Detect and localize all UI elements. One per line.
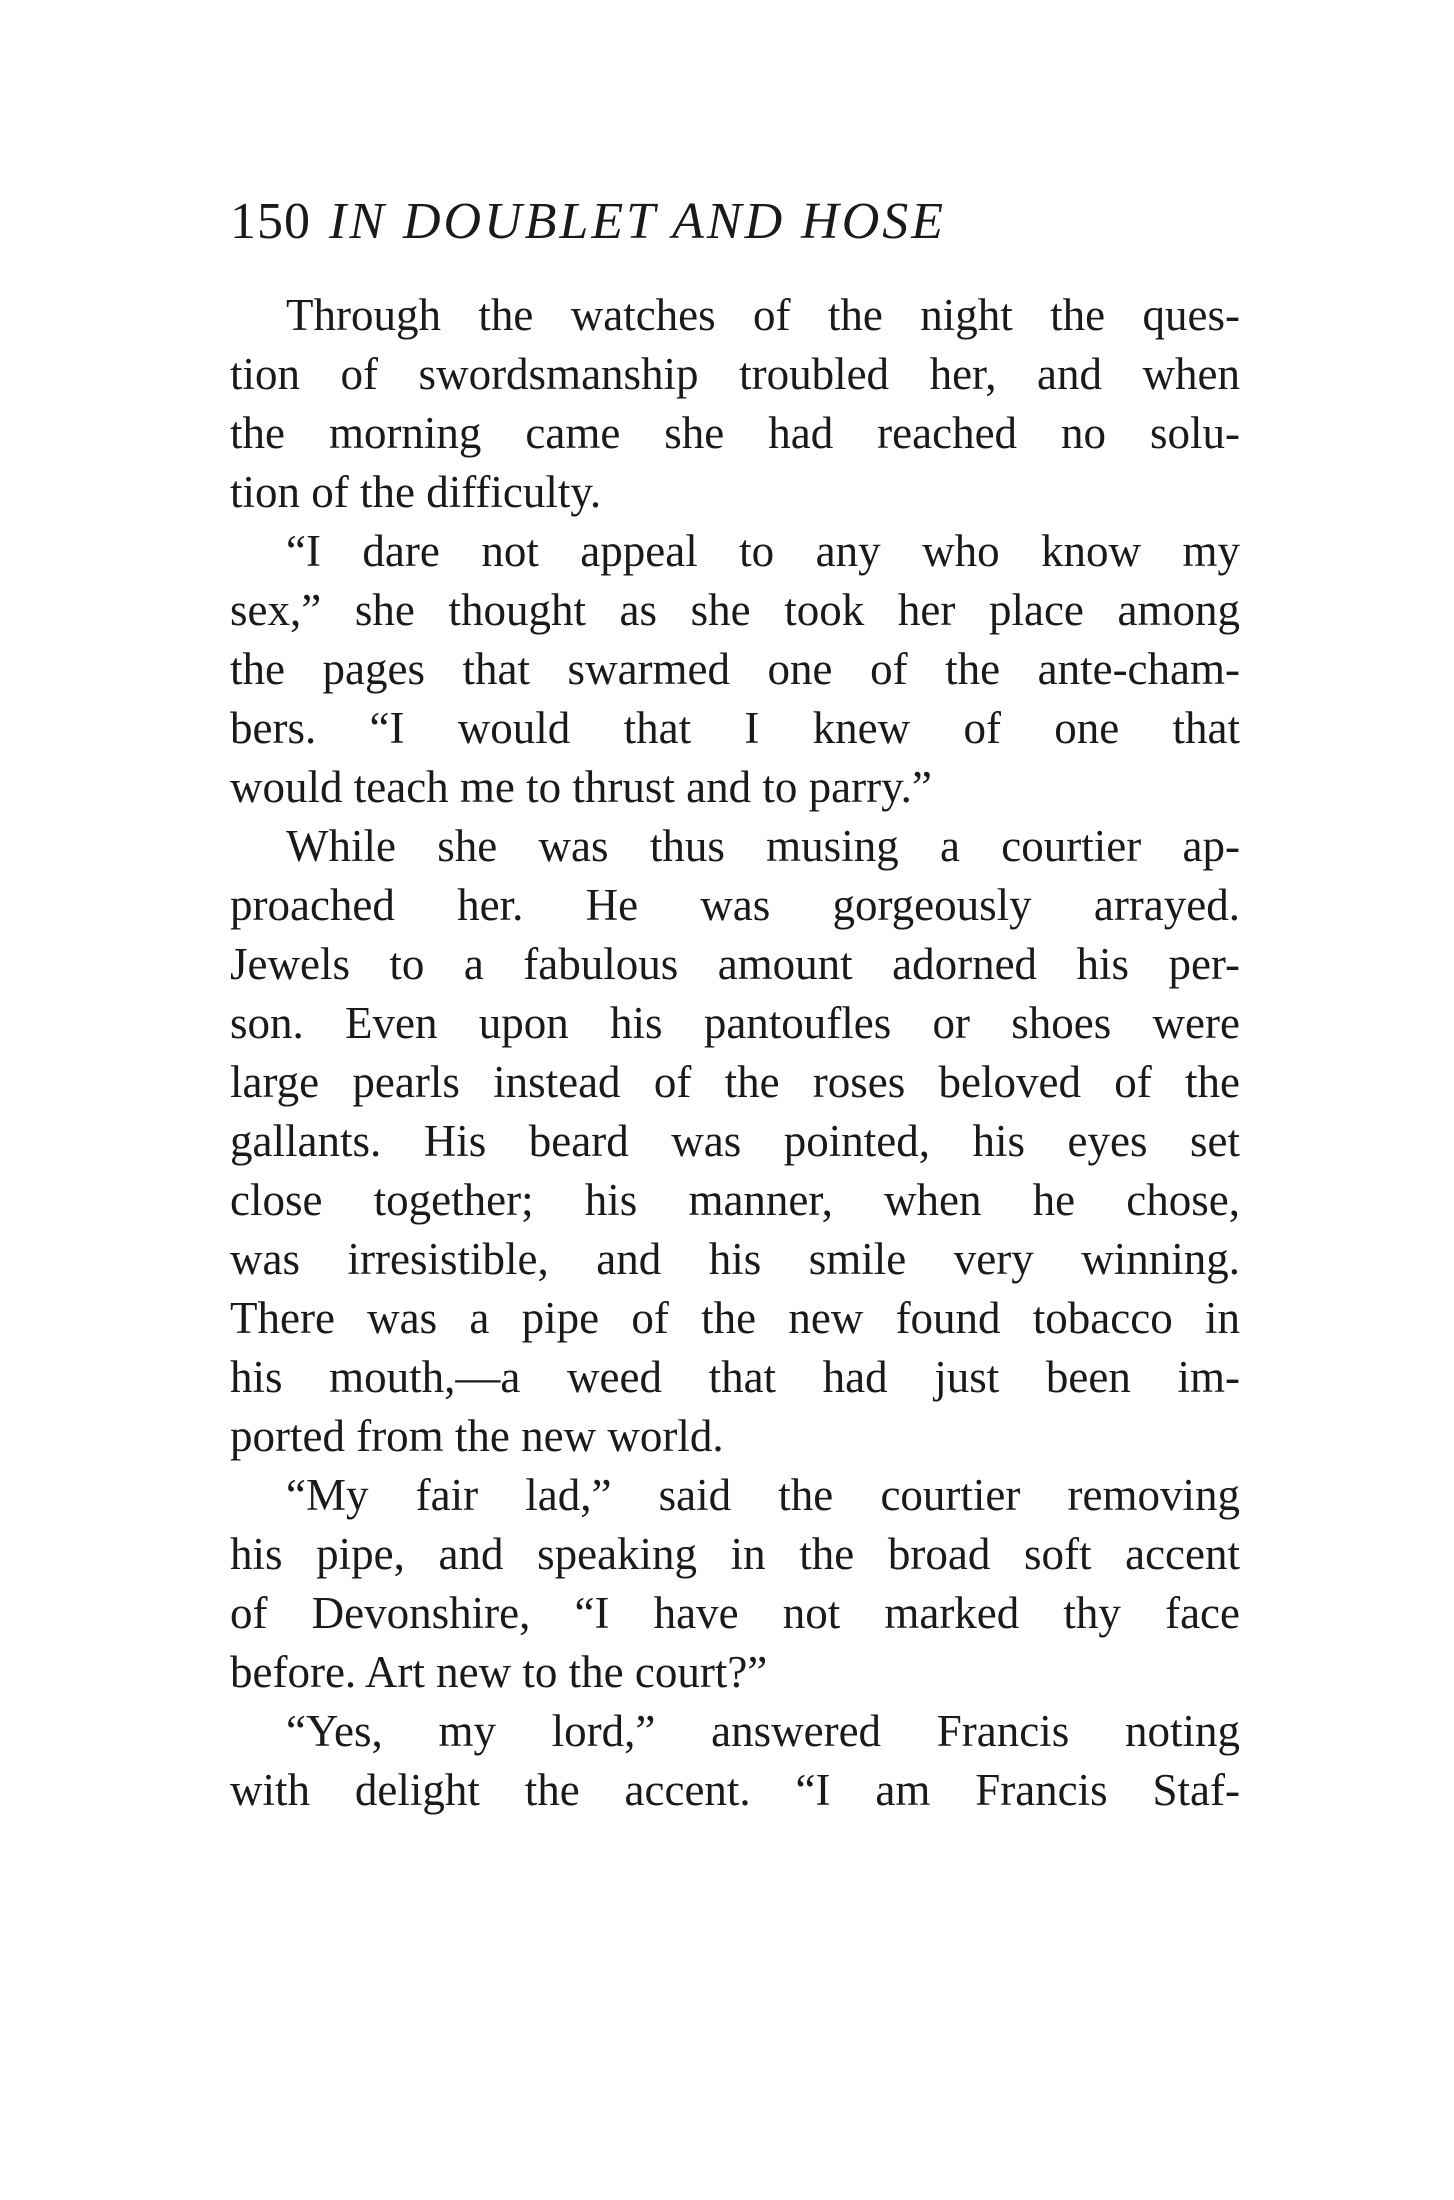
text-line: “I dare not appeal to any who know my — [286, 526, 1240, 576]
text-line: “Yes, my lord,” answered Francis noting — [286, 1706, 1240, 1756]
text-line: son. Even upon his pantoufles or shoes were — [230, 998, 1240, 1048]
text-line: of Devonshire, “I have not marked thy face — [230, 1588, 1240, 1638]
page-number: 150 — [230, 193, 311, 250]
paragraph — [230, 817, 1240, 1466]
text-line: his mouth,—a weed that had just been im- — [230, 1352, 1240, 1402]
text-line: tion of the difficulty. — [230, 467, 602, 517]
paragraph — [230, 1466, 1240, 1702]
paragraph — [230, 1702, 1240, 1820]
paragraph — [230, 522, 1240, 817]
text-line: would teach me to thrust and to parry.” — [230, 762, 932, 812]
text-line: While she was thus musing a courtier ap- — [286, 821, 1240, 871]
text-line: before. Art new to the court?” — [230, 1647, 768, 1697]
paragraph — [230, 286, 1240, 522]
text-line: tion of swordsmanship troubled her, and when — [230, 349, 1240, 399]
running-head — [230, 192, 1240, 252]
text-line: gallants. His beard was pointed, his eyes set — [230, 1116, 1240, 1166]
text-line: Through the watches of the night the ques- — [286, 290, 1240, 340]
text-line: There was a pipe of the new found tobacco in — [230, 1293, 1240, 1343]
book-page — [230, 192, 1240, 1820]
text-line: bers. “I would that I knew of one that — [230, 703, 1240, 753]
text-line: the pages that swarmed one of the ante-cham- — [230, 644, 1240, 694]
text-line: his pipe, and speaking in the broad soft accent — [230, 1529, 1240, 1579]
text-line: close together; his manner, when he chose, — [230, 1175, 1240, 1225]
text-line: large pearls instead of the roses beloved of the — [230, 1057, 1240, 1107]
text-line: proached her. He was gorgeously arrayed. — [230, 880, 1240, 930]
text-line: with delight the accent. “I am Francis Staf- — [230, 1765, 1240, 1815]
text-line: Jewels to a fabulous amount adorned his per- — [230, 939, 1240, 989]
text-line: was irresistible, and his smile very winning. — [230, 1234, 1240, 1284]
text-line: ported from the new world. — [230, 1411, 724, 1461]
text-line: the morning came she had reached no solu- — [230, 408, 1240, 458]
text-line: sex,” she thought as she took her place among — [230, 585, 1240, 635]
text-line: “My fair lad,” said the courtier removing — [286, 1470, 1240, 1520]
running-title: IN DOUBLET AND HOSE — [329, 193, 947, 250]
